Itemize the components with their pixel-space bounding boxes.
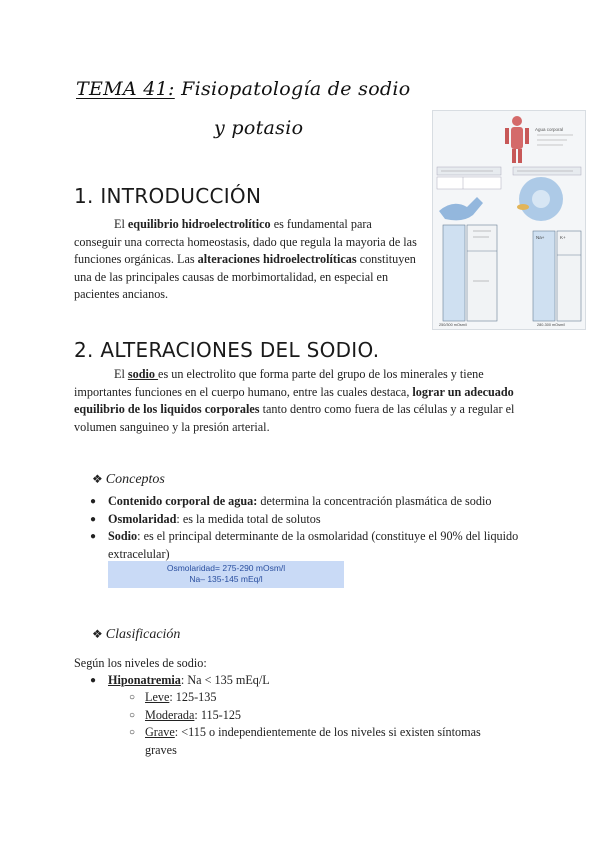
circle-bullet-icon: ○ — [129, 709, 136, 721]
list-item: ● Hiponatremia: Na < 135 mEq/L — [108, 672, 528, 690]
figure-label-right-bottom: 280-300 mOsm/l — [537, 323, 566, 327]
title-prefix: TEMA 41: — [76, 78, 175, 100]
list-item: ○ Leve: 125-135 — [145, 689, 505, 707]
list-item: ● Osmolaridad: es la medida total de solutos — [108, 511, 528, 529]
conceptos-heading: ❖ Conceptos — [92, 472, 165, 487]
document-title-line2: y potasio — [214, 117, 304, 139]
list-item: ○ Grave: <115 o independientemente de los niveles si existen síntomas graves — [129, 725, 481, 757]
figure-label-k: K+ — [560, 235, 566, 240]
bullet-icon: ● — [90, 513, 97, 525]
diamond-bullet-icon: ❖ — [92, 472, 103, 486]
diamond-bullet-icon: ❖ — [92, 627, 103, 641]
figure-label-left-bottom: 250/300 mOsm/l — [439, 323, 467, 327]
list-item: ● Contenido corporal de agua: determina la concentración plasmática de sodio — [108, 493, 528, 511]
body-water-figure — [432, 110, 586, 330]
figure-label-agua: Agua corporal — [535, 127, 564, 132]
section-1-paragraph: El equilibrio hidroelectrolítico es fundamental para conseguir una correcta homeostasis, dado que regula la mayoria de las funciones orgánicas. Las alteraciones hidroelectrolíticas constituyen una de las principales causas de morbimortalidad, en especial en pacientes ancianos. — [74, 217, 417, 301]
section-2-heading: 2. ALTERACIONES DEL SODIO. — [74, 338, 380, 362]
list-item: ○ Moderada: 115-125 — [145, 707, 505, 725]
list-item: ● Sodio: es el principal determinante de la osmolaridad (constituye el 90% del liquido extracelular) — [90, 529, 519, 561]
title-line1: Fisiopatología de sodio — [174, 78, 411, 100]
hiponatremia-sublist — [129, 689, 505, 759]
circle-bullet-icon: ○ — [129, 692, 136, 703]
bullet-icon: ● — [90, 531, 97, 542]
conceptos-list — [90, 493, 528, 563]
clasificacion-intro: Según los niveles de sodio: — [74, 656, 207, 670]
section-2-paragraph: El sodio es un electrolito que forma parte del grupo de los minerales y tiene importantes funciones en el cuerpo humano, entre las cuales destaca, lograr un adecuado equilibrio de los liquidos corporales tanto dentro como fuera de las células y a regular el volumen sanguineo y la presión arterial. — [74, 367, 515, 434]
bullet-icon: ● — [90, 496, 97, 507]
osmolaridad-box: Osmolaridad= 275-290 mOsm/l Na– 135-145 mEq/l — [108, 561, 344, 588]
bullet-icon: ● — [90, 675, 97, 686]
circle-bullet-icon: ○ — [129, 727, 136, 738]
human-silhouette-icon — [505, 116, 529, 163]
figure-label-na: Na+ — [536, 235, 545, 240]
document-title — [76, 78, 436, 100]
section-1-heading: 1. INTRODUCCIÓN — [74, 184, 262, 208]
clasificacion-list — [90, 672, 528, 690]
clasificacion-heading: ❖ Clasificación — [92, 627, 181, 642]
body-water-illustration — [433, 111, 585, 329]
